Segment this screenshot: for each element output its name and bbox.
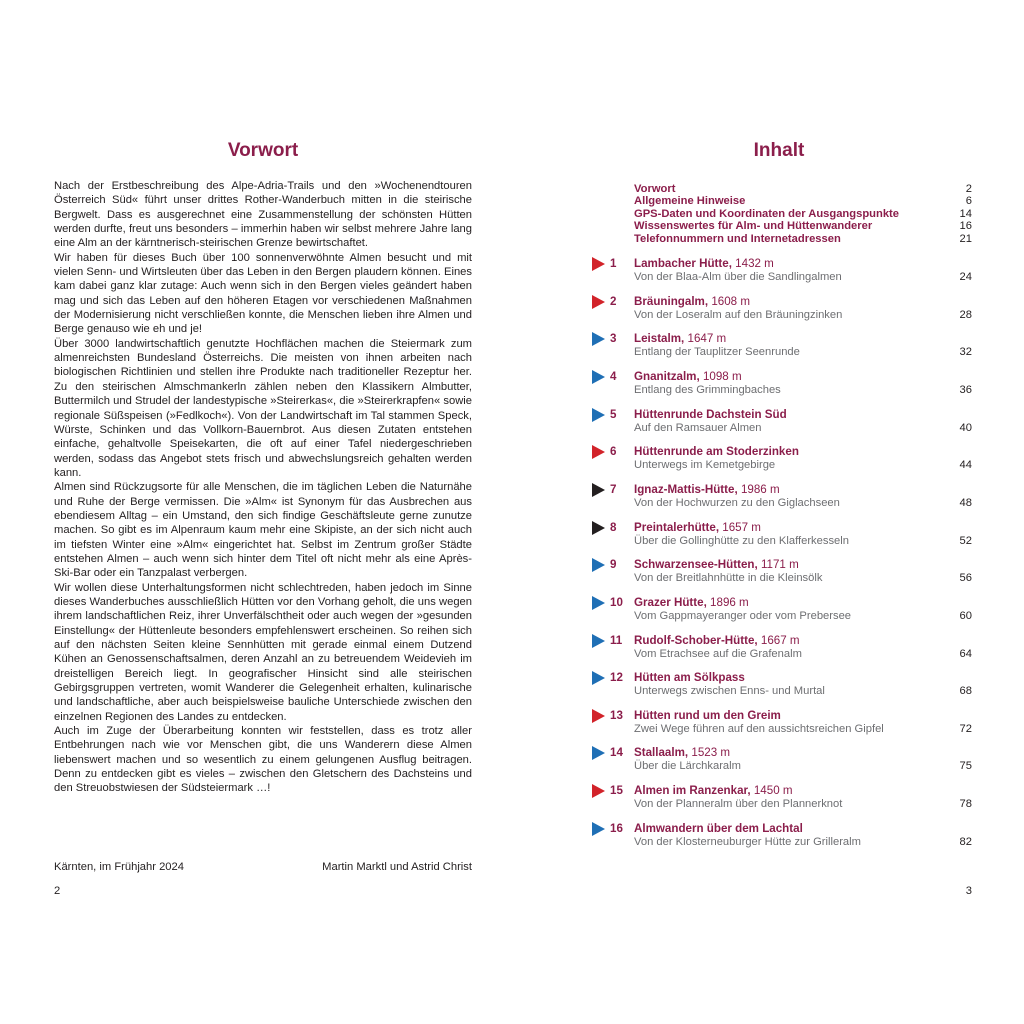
toc-front-title: Allgemeine Hinweise <box>634 195 746 208</box>
tour-title <box>634 521 761 534</box>
difficulty-triangle-icon <box>592 445 605 459</box>
difficulty-triangle-icon <box>592 295 605 309</box>
tour-title <box>634 634 800 647</box>
tour-name: Leistalm, <box>634 332 685 346</box>
tour-name: Almen im Ranzenkar, <box>634 784 751 798</box>
tour-subtitle: Vom Gappmayeranger oder vom Prebersee <box>634 609 852 622</box>
tour-page: 78 <box>959 798 972 811</box>
difficulty-triangle-icon <box>592 332 605 346</box>
tour-page: 40 <box>959 421 972 434</box>
preface-paragraph: Wir wollen diese Unterhaltungsformen nicht schlechtreden, haben jedoch im Sinne dieses Wanderbuches ausschließlich Hütten vor den Vorhang geholt, die uns wegen ihrem landschaftlichen Reiz, ihrer Unverfälschtheit oder auch wegen der »gesunden Einstellung« der Hüttenleute besonders empfehlenswert erscheinen. So reihen sich auf den nächsten Seiten kleine Sennhütten mit gerade einmal einem Dutzend Kühen an Genossenschaftsalmen, deren Anzahl an zu betreuendem Weidevieh im dreistelligen Bereich liegt. In geografischer Hinsicht sind alle steirischen Gebirgsgruppen vertreten, womit Wanderer die Gelegenheit erhalten, kulinarische und landschaftliche, aber auch beispielsweise bauliche Unterschiede zwischen den einzelnen Regionen des Landes zu entdecken. <box>54 581 472 723</box>
toc-front-title: GPS-Daten und Koordinaten der Ausgangspunkte <box>634 207 899 220</box>
tour-altitude: 1523 m <box>691 746 731 760</box>
difficulty-triangle-icon <box>592 596 605 610</box>
toc-tour-item[interactable] <box>586 595 972 627</box>
authors: Martin Marktl und Astrid Christ <box>322 861 472 873</box>
tour-page: 75 <box>959 760 972 773</box>
tour-number: 3 <box>610 332 617 346</box>
tour-altitude: 1432 m <box>735 257 774 270</box>
tour-altitude: 1608 m <box>711 294 750 308</box>
tour-title <box>634 408 787 421</box>
tour-subtitle: Von der Planneralm über den Plannerknot <box>634 798 843 811</box>
tour-altitude: 1098 m <box>702 369 742 383</box>
front-matter-list <box>634 183 972 245</box>
preface-paragraph: Wir haben für dieses Buch über 100 sonnenverwöhnte Almen besucht und mit vielen Senn- und Wirtsleuten über das Leben in den Bergen plaudern können. Eines kam dabei ganz klar zutage: Auch wenn sich in den Bergen vieles geändert haben mag und sich das Leben auf den höheren Etagen vor verschiedenen Maßnahmen der Modernisierung nicht verschließen konnte, die Menschen lieben ihre Almen und Berge genauso wie eh und je! <box>54 251 472 336</box>
toc-tour-item[interactable] <box>586 369 972 401</box>
toc-tour-item[interactable] <box>586 633 972 665</box>
place-date: Kärnten, im Frühjahr 2024 <box>54 861 184 873</box>
preface-paragraph: Auch im Zuge der Überarbeitung konnten wir feststellen, dass es trotz aller Entbehrungen nach wie vor Menschen gibt, die uns Wanderern diese Almen liebenswert machen und so wesentlich zu einem gelungenen Ausflug beitragen. Denn zu entdecken gibt es vieles – zwischen den Gletschern des Dachsteins und den Streuobstwiesen der Südsteiermark …! <box>54 725 472 795</box>
tour-subtitle: Vom Etrachsee auf die Grafenalm <box>634 647 802 660</box>
tour-name: Preintalerhütte, <box>634 520 720 534</box>
difficulty-triangle-icon <box>592 483 605 497</box>
tour-page: 28 <box>959 308 972 321</box>
preface-paragraph: Über 3000 landwirtschaftlich genutzte Hochflächen machen die Steiermark zum almenreichsten Bundesland Österreichs. Die meisten von ihnen arbeiten nach biologischen Richtlinien und stellen ihre Produkte nach traditioneller Rezeptur her. Zu den steirischen Almschmankerln zählen neben den Klassikern Almbutter, Buttermilch und Strudel der landestypische »Steirerkas«, die »Steirerkrapfen« sowie regionale Süßspeisen (»Fedlkoch«). Von der Landwirtschaft im Tal stammen Speck, Würste, Schinken und das Vollkorn-Bauernbrot. Aus diesen Zutaten entstehen einfache, gehaltvolle Speisekarten, die oft auf einer Tafel niedergeschrieben werden, sodass das Angebot stets frisch und abwechslungsreich gehalten werden kann. <box>54 337 472 479</box>
tour-number: 14 <box>610 746 623 760</box>
toc-tour-item[interactable] <box>586 482 972 514</box>
toc-tour-item[interactable] <box>586 708 972 740</box>
tour-subtitle: Über die Gollinghütte zu den Klafferkesseln <box>634 534 849 547</box>
tour-name: Hüttenrunde am Stoderzinken <box>634 445 799 459</box>
toc-front-page: 14 <box>959 207 972 220</box>
tour-title <box>634 784 793 797</box>
tour-name: Lambacher Hütte, <box>634 257 732 270</box>
tour-title <box>634 709 781 722</box>
tour-number: 13 <box>610 708 623 722</box>
tour-altitude: 1171 m <box>760 558 799 572</box>
tour-title <box>634 558 799 571</box>
tour-page: 24 <box>959 271 972 283</box>
tour-subtitle: Von der Loseralm auf den Bräuningzinken <box>634 308 843 321</box>
tour-number: 11 <box>610 633 623 647</box>
tour-name: Schwarzensee-Hütten, <box>634 558 758 572</box>
tour-altitude: 1986 m <box>740 482 780 496</box>
tour-altitude: 1896 m <box>710 595 749 609</box>
tour-page: 68 <box>959 685 972 698</box>
preface-heading: Vorwort <box>227 140 299 161</box>
tour-subtitle: Auf den Ramsauer Almen <box>634 421 762 434</box>
difficulty-triangle-icon <box>592 784 605 798</box>
toc-front-page: 2 <box>965 183 972 195</box>
tour-number: 12 <box>610 671 623 685</box>
tour-page: 64 <box>959 647 972 660</box>
toc-front-item[interactable] <box>634 208 972 220</box>
tour-subtitle: Von der Klosterneuburger Hütte zur Grilleralm <box>634 835 861 848</box>
tour-title <box>634 257 774 270</box>
tour-title <box>634 295 750 308</box>
tour-name: Rudolf-Schober-Hütte, <box>634 633 758 647</box>
toc-front-title: Telefonnummern und Internetadressen <box>634 232 841 245</box>
toc-tour-item[interactable] <box>586 256 972 288</box>
tour-subtitle: Von der Breitlahnhütte in die Kleinsölk <box>634 572 823 585</box>
toc-tour-item[interactable] <box>586 745 972 777</box>
tour-number: 2 <box>610 294 617 308</box>
difficulty-triangle-icon <box>592 408 605 422</box>
tour-name: Grazer Hütte, <box>634 595 707 609</box>
tour-name: Almwandern über dem Lachtal <box>634 821 803 835</box>
page-number-left: 2 <box>54 885 61 897</box>
toc-tour-item[interactable] <box>586 557 972 589</box>
preface-paragraph: Nach der Erstbeschreibung des Alpe-Adria-Trails und den »Wochenendtouren Österreich Süd« führt unser drittes Rother-Wanderbuch mitten in die steirische Bergwelt. Dass es ausgerechnet eine Zusammenstellung der schönsten Hütten werden durfte, freut uns besonders – immerhin haben wir selbst mehrere Jahre lang eine Alm an der kärntnerisch-steirischen Grenze bewirtschaftet. <box>54 180 472 250</box>
toc-front-item[interactable] <box>634 195 972 207</box>
toc-tour-item[interactable] <box>586 444 972 476</box>
toc-tour-item[interactable] <box>586 670 972 702</box>
toc-tour-item[interactable] <box>586 821 972 853</box>
tour-altitude: 1657 m <box>722 520 761 534</box>
tour-title <box>634 483 780 496</box>
tour-name: Gnanitzalm, <box>634 369 700 383</box>
tour-subtitle: Von der Hochwurzen zu den Giglachseen <box>634 496 840 509</box>
tour-page: 82 <box>959 835 972 848</box>
tour-name: Bräuningalm, <box>634 294 709 308</box>
toc-front-page: 6 <box>965 195 972 208</box>
difficulty-triangle-icon <box>592 558 605 572</box>
tour-subtitle: Entlang des Grimmingbaches <box>634 383 781 396</box>
tour-page: 72 <box>959 722 972 735</box>
tour-altitude: 1647 m <box>687 332 727 346</box>
tour-title <box>634 671 745 684</box>
tour-page: 36 <box>959 383 972 396</box>
tour-title <box>634 445 799 458</box>
signature-line <box>54 861 472 873</box>
tour-number: 5 <box>610 407 617 421</box>
tour-number: 1 <box>610 257 617 270</box>
tour-subtitle: Zwei Wege führen auf den aussichtsreichen Gipfel <box>634 722 884 735</box>
tour-name: Hütten am Sölkpass <box>634 671 745 685</box>
toc-front-title: Vorwort <box>634 183 676 195</box>
difficulty-triangle-icon <box>592 709 605 723</box>
tour-page: 60 <box>959 609 972 622</box>
difficulty-triangle-icon <box>592 634 605 648</box>
tour-number: 6 <box>610 445 617 459</box>
tour-number: 4 <box>610 369 617 383</box>
tour-subtitle: Entlang der Tauplitzer Seenrunde <box>634 346 800 359</box>
toc-front-item[interactable] <box>634 233 972 245</box>
tour-altitude: 1667 m <box>760 633 800 647</box>
tour-altitude: 1450 m <box>753 784 793 798</box>
difficulty-triangle-icon <box>592 521 605 535</box>
tour-subtitle: Von der Blaa-Alm über die Sandlingalmen <box>634 271 842 283</box>
tour-name: Hütten rund um den Greim <box>634 708 781 722</box>
tour-number: 15 <box>610 784 623 798</box>
tour-page: 48 <box>959 496 972 509</box>
tour-number: 9 <box>610 558 617 572</box>
difficulty-triangle-icon <box>592 257 605 271</box>
toc-front-item[interactable] <box>634 183 972 195</box>
difficulty-triangle-icon <box>592 370 605 384</box>
toc-tour-item[interactable] <box>586 407 972 439</box>
difficulty-triangle-icon <box>592 746 605 760</box>
tour-subtitle: Unterwegs im Kemetgebirge <box>634 459 776 472</box>
tour-number: 8 <box>610 520 617 534</box>
tour-title <box>634 596 749 609</box>
page-number-right: 3 <box>965 885 972 897</box>
tour-number: 7 <box>610 482 617 496</box>
tour-title <box>634 332 726 345</box>
tour-page: 52 <box>959 534 972 547</box>
tour-name: Ignaz-Mattis-Hütte, <box>634 482 738 496</box>
tour-page: 56 <box>959 572 972 585</box>
preface-paragraph: Almen sind Rückzugsorte für alle Menschen, die im täglichen Leben die Naturnähe und Ruhe der Berge vermissen. Die »Alm« ist Synonym für das Ausbrechen aus ebendiesem Alltag – ein Umstand, den sich findige Geschäftsleute gerne zunutze machen. So gibt es im Alpenraum kaum mehr eine Skipiste, an der sich nicht auch im tiefsten Winter eine »Alm« eingerichtet hat. Selbst im Zentrum großer Städte entstehen Almen – auch wenn sich hinter dem Titel oft nicht mehr als eine Après-Ski-Bar oder ein Tanzpalast verbergen. <box>54 481 472 580</box>
tour-number: 16 <box>610 821 623 835</box>
toc-front-title: Wissenswertes für Alm- und Hüttenwanderer <box>634 220 873 233</box>
toc-tour-item[interactable] <box>586 331 972 363</box>
tour-title <box>634 746 730 759</box>
toc-tour-item[interactable] <box>586 783 972 815</box>
toc-front-page: 21 <box>959 232 972 245</box>
toc-tour-item[interactable] <box>586 520 972 552</box>
difficulty-triangle-icon <box>592 671 605 685</box>
tour-title <box>634 370 742 383</box>
preface-text <box>54 179 472 796</box>
difficulty-triangle-icon <box>592 822 605 836</box>
tour-title <box>634 822 803 835</box>
tour-name: Stallaalm, <box>634 746 689 760</box>
toc-front-page: 16 <box>959 220 972 233</box>
tour-page: 32 <box>959 346 972 359</box>
tour-subtitle: Unterwegs zwischen Enns- und Murtal <box>634 685 825 698</box>
tour-name: Hüttenrunde Dachstein Süd <box>634 407 787 421</box>
tour-page: 44 <box>959 459 972 472</box>
tour-subtitle: Über die Lärchkaralm <box>634 760 741 773</box>
toc-heading: Inhalt <box>753 140 805 161</box>
toc-front-item[interactable] <box>634 220 972 232</box>
tour-number: 10 <box>610 595 623 609</box>
toc-tour-item[interactable] <box>586 294 972 326</box>
